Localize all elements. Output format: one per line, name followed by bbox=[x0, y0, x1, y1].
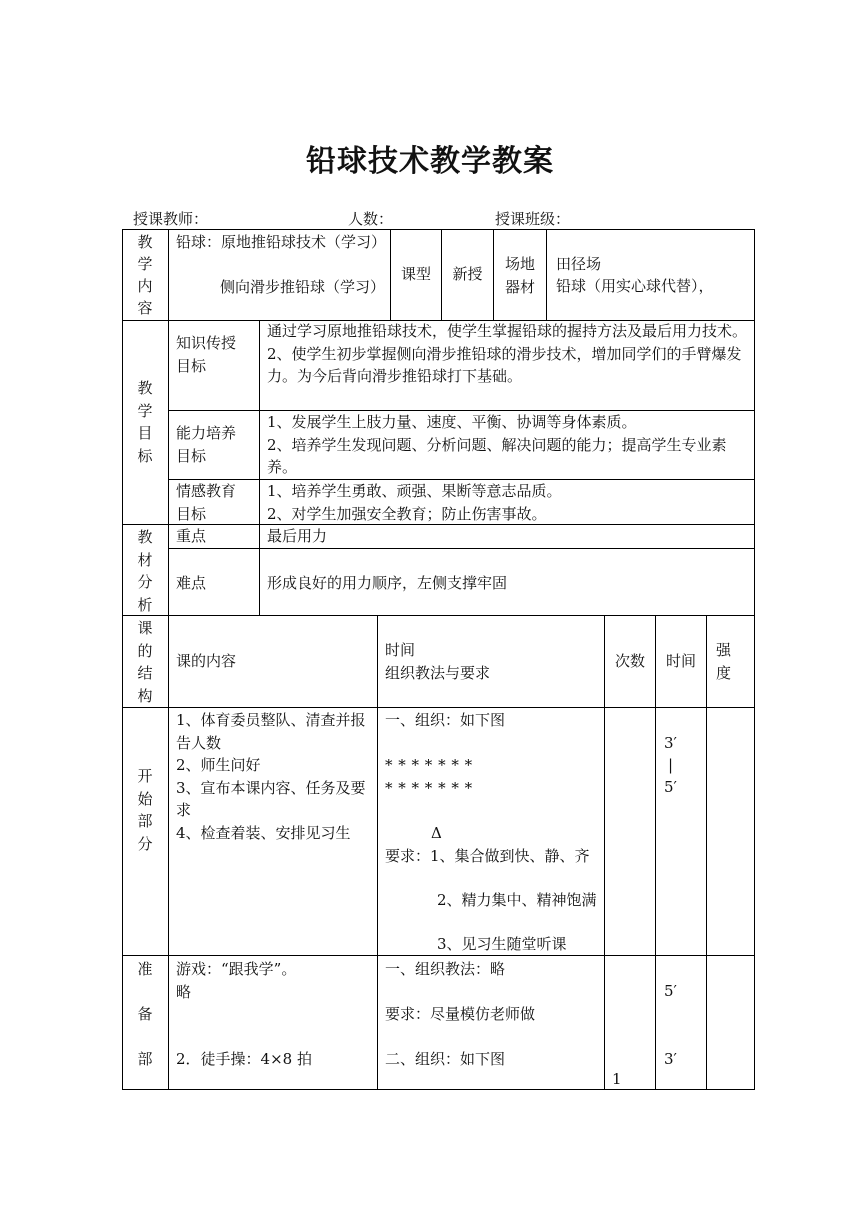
intensity-header: 强度 bbox=[716, 641, 732, 682]
prep-exercise: 2．徒手操：4×8 拍 bbox=[176, 1050, 312, 1068]
difficult-text: 形成良好的用力顺序，左侧支撑牢固 bbox=[267, 574, 508, 592]
prep-label-3: 部 bbox=[137, 1050, 153, 1068]
content-header: 课的内容 bbox=[176, 652, 237, 670]
start-label: 开始部分 bbox=[137, 767, 153, 853]
page-title: 铅球技术教学教案 bbox=[306, 144, 554, 179]
content-label: 教学内容 bbox=[137, 233, 153, 317]
start-time-from: 3′ bbox=[664, 734, 677, 752]
times-header: 次数 bbox=[614, 652, 645, 670]
prep-org-2: 二、组织：如下图 bbox=[385, 1050, 506, 1068]
prep-game-detail: 略 bbox=[176, 983, 192, 1001]
start-req-3: 3、见习生随堂听课 bbox=[437, 935, 567, 953]
class-label: 授课班级： bbox=[495, 210, 571, 228]
start-stars-1: * * * * * * * bbox=[385, 756, 473, 774]
start-time-to: 5′ bbox=[664, 778, 677, 796]
prep-req: 要求：尽量模仿老师做 bbox=[385, 1005, 536, 1023]
count-label: 人数： bbox=[348, 210, 394, 228]
type-value: 新授 bbox=[452, 265, 483, 283]
analysis-label: 教材分析 bbox=[137, 528, 153, 614]
venue-line-2: 铅球（用实心球代替）， bbox=[556, 277, 714, 295]
prep-label-1: 准 bbox=[137, 960, 153, 978]
ability-label: 能力培养目标 bbox=[176, 424, 237, 465]
content-text-1: 铅球：原地推铅球技术（学习） bbox=[176, 233, 387, 251]
prep-label-2: 备 bbox=[137, 1005, 153, 1023]
key-text: 最后用力 bbox=[267, 527, 328, 545]
method-header: 时间 组织教法与要求 bbox=[385, 641, 491, 682]
structure-label: 课的结构 bbox=[137, 619, 153, 705]
content-text-2: 侧向滑步推铅球（学习） bbox=[220, 278, 386, 296]
start-req-1: 要求：1、集合做到快、静、齐 bbox=[385, 847, 590, 865]
prep-times: 1 bbox=[612, 1070, 622, 1088]
start-req-2: 2、精力集中、精神饱满 bbox=[437, 891, 597, 909]
knowledge-label: 知识传授目标 bbox=[176, 334, 237, 375]
knowledge-text: 通过学习原地推铅球技术，使学生掌握铅球的握持方法及最后用力技术。 2、使学生初步掌握侧向滑步推铅球的滑步技术，增加同学们的手臂爆发力。为今后背向滑步推铅球打下基础。 bbox=[267, 322, 748, 385]
goals-label: 教学目标 bbox=[137, 379, 153, 465]
teacher-delta-icon: Δ bbox=[431, 824, 442, 842]
start-time-sep: | bbox=[668, 756, 674, 774]
venue-label: 场地器材 bbox=[504, 255, 535, 296]
type-label: 课型 bbox=[400, 265, 431, 283]
prep-time-1: 5′ bbox=[664, 982, 677, 1000]
prep-org-1: 一、组织教法：略 bbox=[385, 960, 506, 978]
difficult-label: 难点 bbox=[176, 574, 207, 592]
start-content: 1、体育委员整队、清查并报告人数 2、师生问好 3、宣布本课内容、任务及要求 4、检查着装、安排见习生 bbox=[176, 711, 366, 842]
prep-time-2: 3′ bbox=[664, 1050, 677, 1068]
ability-text: 1、发展学生上肢力量、速度、平衡、协调等身体素质。 2、培养学生发现问题、分析问题、解决问题的能力；提高学生专业素养。 bbox=[267, 413, 727, 476]
teacher-label: 授课教师： bbox=[133, 210, 209, 228]
start-org-title: 一、组织：如下图 bbox=[385, 711, 506, 729]
time-header: 时间 bbox=[665, 652, 696, 670]
start-stars-2: * * * * * * * bbox=[385, 779, 473, 797]
venue-line-1: 田径场 bbox=[556, 255, 602, 273]
prep-game: 游戏：“跟我学”。 bbox=[176, 960, 297, 978]
emotion-text: 1、培养学生勇敢、顽强、果断等意志品质。 2、对学生加强安全教育；防止伤害事故。 bbox=[267, 482, 562, 523]
emotion-label: 情感教育目标 bbox=[176, 482, 237, 523]
key-label: 重点 bbox=[176, 527, 207, 545]
